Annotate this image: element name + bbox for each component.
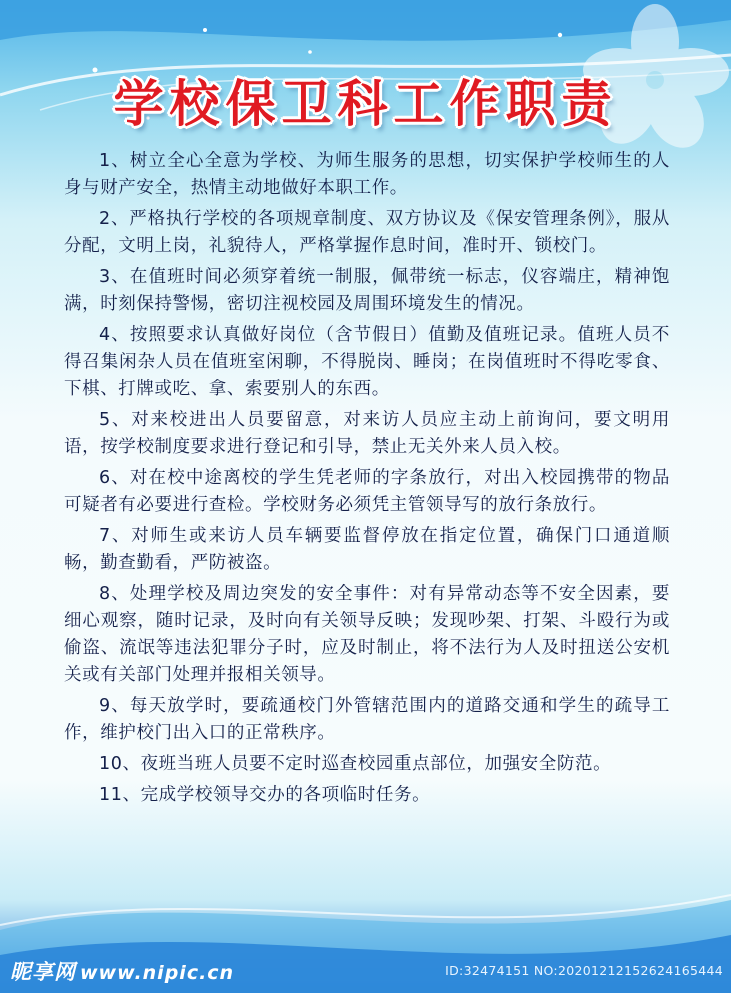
duty-item: 8、处理学校及周边突发的安全事件：对有异常动态等不安全因素，要细心观察，随时记录，及时向有关领导反映；发现吵架、打架、斗殴行为或偷盗、流氓等违法犯罪分子时，应及时制止，将不法行为人及时扭送公安机关或有关部门处理并报相关领导。 <box>64 584 670 685</box>
sparkle <box>558 33 562 37</box>
watermark-url: www.nipic.cn <box>80 962 235 984</box>
duty-item: 7、对师生或来访人员车辆要监督停放在指定位置，确保门口通道顺畅，勤查勤看，严防被盗。 <box>64 526 670 573</box>
duty-item: 9、每天放学时，要疏通校门外管辖范围内的道路交通和学生的疏导工作，维护校门出入口的正常秩序。 <box>64 696 670 743</box>
sparkle <box>308 50 312 54</box>
duty-item: 3、在值班时间必须穿着统一制服，佩带统一标志，仪容端庄，精神饱满，时刻保持警惕，密切注视校园及周围环境发生的情况。 <box>64 267 670 314</box>
sparkle <box>203 28 207 32</box>
duty-item: 2、严格执行学校的各项规章制度、双方协议及《保安管理条例》，服从分配，文明上岗，礼貌待人，严格掌握作息时间，准时开、锁校门。 <box>64 209 670 256</box>
watermark-brand-name: 昵享网 <box>10 960 76 984</box>
duty-item: 10、夜班当班人员要不定时巡查校园重点部位，加强安全防范。 <box>99 754 612 774</box>
top-wave-light <box>0 0 731 41</box>
duty-item: 5、对来校进出人员要留意，对来访人员应主动上前询问，要文明用语，按学校制度要求进行登记和引导，禁止无关外来人员入校。 <box>64 410 670 457</box>
duty-item: 1、树立全心全意为学校、为师生服务的思想，切实保护学校师生的人身与财产安全，热情主动地做好本职工作。 <box>64 151 670 198</box>
duty-item: 4、按照要求认真做好岗位（含节假日）值勤及值班记录。值班人员不得召集闲杂人员在值班室闲聊，不得脱岗、睡岗；在岗值班时不得吃零食、下棋、打牌或吃、拿、索要别人的东西。 <box>64 325 670 399</box>
watermark-brand <box>10 956 234 986</box>
duty-item: 6、对在校中途离校的学生凭老师的字条放行，对出入校园携带的物品可疑者有必要进行查检。学校财务必须凭主管领导写的放行条放行。 <box>64 468 670 515</box>
duty-list <box>64 148 670 813</box>
watermark-id: ID:32474151 NO:20201212152624165444 <box>445 963 723 978</box>
duty-item: 11、完成学校领导交办的各项临时任务。 <box>99 785 431 805</box>
page-title: 学校保卫科工作职责 <box>113 75 618 133</box>
